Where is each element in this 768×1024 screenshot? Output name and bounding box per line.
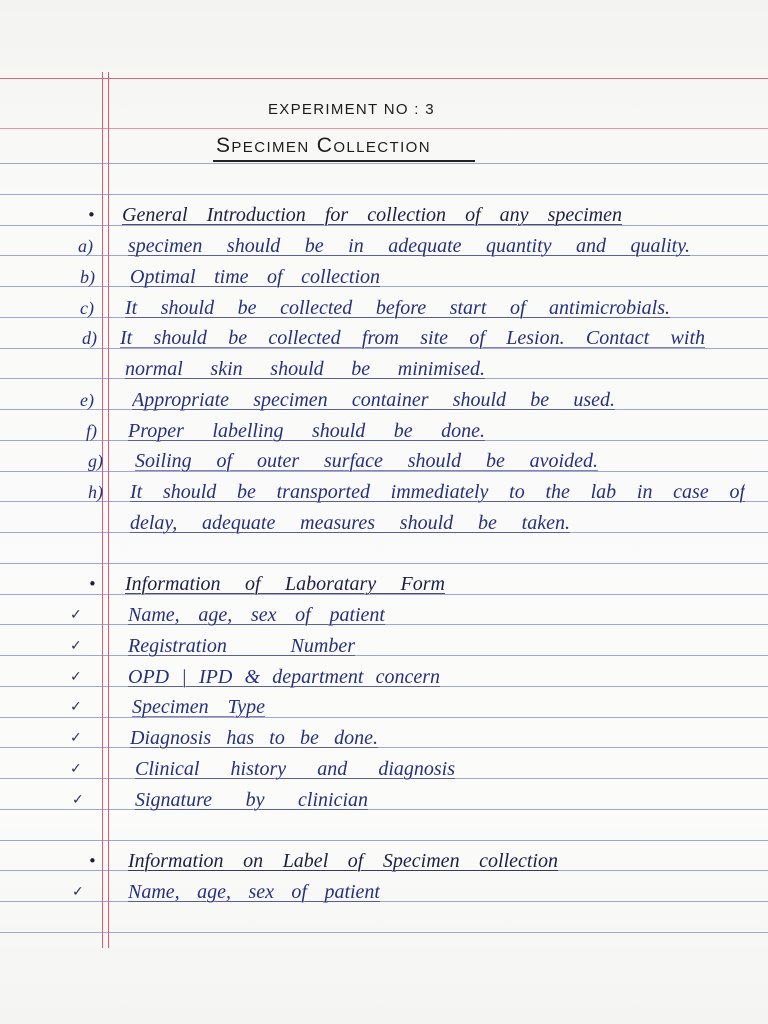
list-item (0, 387, 768, 413)
checklist-item (0, 787, 768, 813)
ruled-line (0, 840, 768, 841)
experiment-number: EXPERIMENT NO : 3 (268, 101, 435, 118)
section-heading: Information on Label of Specimen collection (128, 850, 558, 872)
checkmark-icon: ✓ (70, 699, 82, 715)
checklist-text: Diagnosis has to be done. (130, 727, 378, 749)
item-label: h) (88, 482, 103, 502)
checkmark-icon: ✓ (70, 761, 82, 777)
list-item-continuation (0, 356, 768, 382)
item-text: It should be collected from site of Lesion. Contact with (120, 327, 705, 349)
header-red-line (0, 128, 768, 129)
checklist-text: Registration Number (128, 635, 355, 657)
item-label: g) (88, 451, 103, 471)
checklist-text: OPD | IPD & department concern (128, 666, 440, 688)
list-item-continuation (0, 510, 768, 536)
item-text: It should be collected before start of antimicrobials. (125, 297, 670, 319)
checklist-text: Signature by clinician (135, 789, 368, 811)
checklist-item (0, 633, 768, 659)
list-item (0, 233, 768, 259)
page-title: Specimen Collection (216, 134, 431, 157)
item-label: a) (78, 236, 93, 256)
section-heading-row (0, 202, 768, 228)
checkmark-icon: ✓ (72, 792, 84, 808)
title-underline (213, 160, 475, 162)
item-text: Optimal time of collection (130, 266, 380, 288)
item-text: It should be transported immediately to the lab in case of (130, 481, 745, 503)
section-heading: General Introduction for collection of any specimen (122, 204, 622, 226)
section-heading-row (0, 848, 768, 874)
list-item (0, 295, 768, 321)
item-text: specimen should be in adequate quantity and quality. (128, 235, 690, 257)
checkmark-icon: ✓ (70, 607, 82, 623)
bullet-icon: • (88, 575, 97, 593)
list-item (0, 325, 768, 351)
checklist-item (0, 664, 768, 690)
item-label: b) (80, 267, 95, 287)
ruled-line (0, 194, 768, 195)
list-item (0, 264, 768, 290)
item-text: normal skin should be minimised. (125, 358, 485, 380)
item-text: delay, adequate measures should be taken. (130, 512, 570, 534)
checklist-text: Name, age, sex of patient (128, 881, 380, 903)
bullet-icon: • (87, 206, 96, 224)
section-heading-row (0, 571, 768, 597)
checkmark-icon: ✓ (70, 638, 82, 654)
header-red-line (0, 78, 768, 79)
item-text: Appropriate specimen container should be used. (132, 389, 615, 411)
checklist-item (0, 879, 768, 905)
item-label: d) (82, 328, 97, 348)
checklist-item (0, 725, 768, 751)
checklist-text: Name, age, sex of patient (128, 604, 385, 626)
checkmark-icon: ✓ (72, 884, 84, 900)
ruled-line (0, 563, 768, 564)
checkmark-icon: ✓ (70, 730, 82, 746)
section-heading: Information of Laboratary Form (125, 573, 445, 595)
item-label: f) (86, 421, 97, 441)
checklist-item (0, 602, 768, 628)
ruled-line (0, 932, 768, 933)
item-label: e) (80, 390, 94, 410)
item-label: c) (80, 298, 94, 318)
ruled-line (0, 163, 768, 164)
item-text: Proper labelling should be done. (128, 420, 485, 442)
list-item (0, 448, 768, 474)
bullet-icon: • (88, 852, 97, 870)
list-item (0, 418, 768, 444)
checklist-item (0, 694, 768, 720)
item-text: Soiling of outer surface should be avoided. (135, 450, 598, 472)
checklist-text: Specimen Type (132, 696, 265, 718)
checklist-item (0, 756, 768, 782)
list-item (0, 479, 768, 505)
checklist-text: Clinical history and diagnosis (135, 758, 455, 780)
checkmark-icon: ✓ (70, 669, 82, 685)
